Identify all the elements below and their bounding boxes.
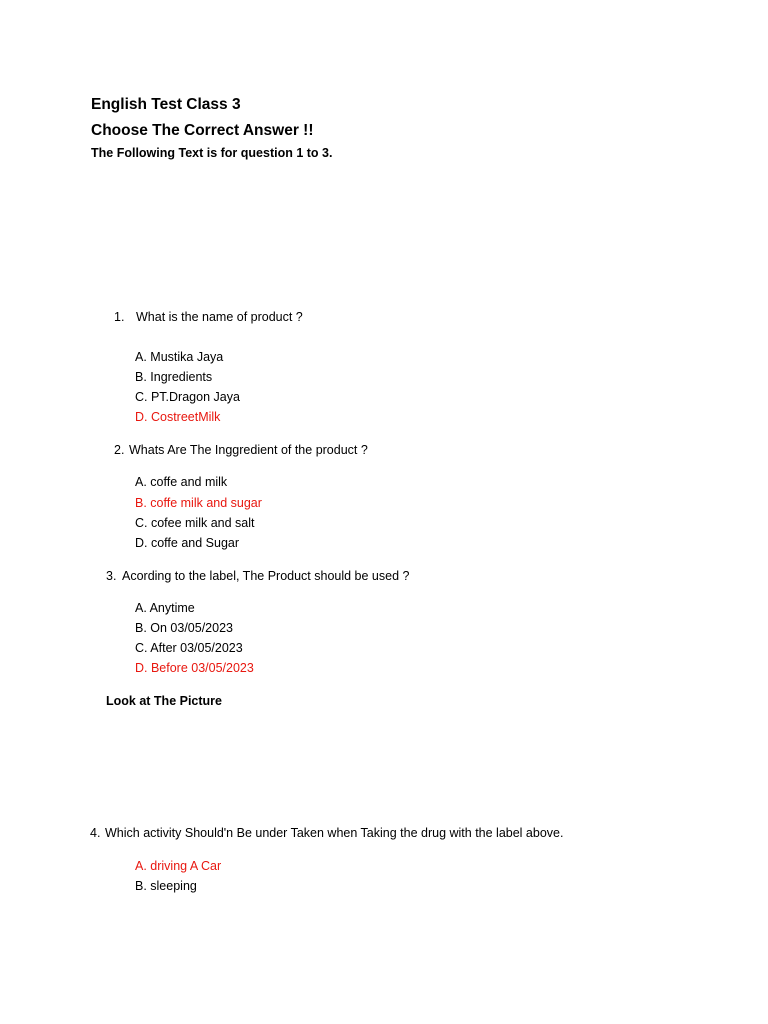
answer-option: A. Mustika Jaya — [135, 350, 224, 364]
answer-option: C. After 03/05/2023 — [135, 641, 243, 655]
answer-option-marked: D. CostreetMilk — [135, 410, 221, 424]
answer-option-marked: B. coffe milk and sugar — [135, 496, 262, 510]
answer-option: A. coffe and milk — [135, 475, 228, 489]
answer-option: B. sleeping — [135, 879, 197, 893]
answer-option-marked: D. Before 03/05/2023 — [135, 661, 254, 675]
question-number: 1. — [114, 310, 125, 324]
question-number: 4. — [90, 826, 101, 840]
answer-option: A. Anytime — [135, 601, 195, 615]
question-number: 2. — [114, 443, 125, 457]
answer-option: C. PT.Dragon Jaya — [135, 390, 240, 404]
question-text: Whats Are The Inggredient of the product ? — [129, 443, 368, 457]
answer-option: D. coffe and Sugar — [135, 536, 240, 550]
question-text: Which activity Should'n Be under Taken when Taking the drug with the label above. — [105, 826, 564, 840]
question-text: What is the name of product ? — [136, 310, 303, 324]
picture-section-label: Look at The Picture — [106, 694, 222, 708]
question-number: 3. — [106, 569, 117, 583]
page-title: English Test Class 3 — [91, 96, 241, 113]
answer-option: C. cofee milk and salt — [135, 516, 255, 530]
answer-option: B. Ingredients — [135, 370, 213, 384]
answer-option: B. On 03/05/2023 — [135, 621, 233, 635]
intro-text: The Following Text is for question 1 to 3. — [91, 146, 333, 160]
question-text: Acording to the label, The Product should be used ? — [122, 569, 410, 583]
instruction-heading: Choose The Correct Answer !! — [91, 122, 314, 139]
answer-option-marked: A. driving A Car — [135, 859, 222, 873]
